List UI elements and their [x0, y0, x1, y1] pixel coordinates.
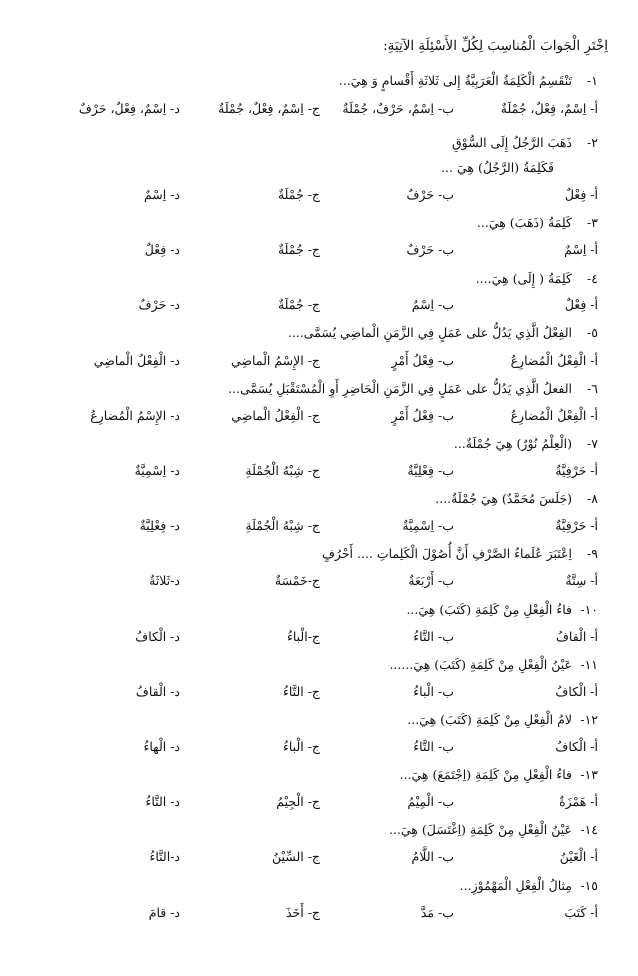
option-c[interactable]: ج-الْباءُ: [286, 629, 320, 644]
option-c[interactable]: ج- الْباءُ: [282, 739, 320, 754]
option-d[interactable]: د- الْقافُ: [135, 684, 180, 699]
option-c[interactable]: ج- جُمْلَةٌ: [277, 187, 320, 202]
option-a[interactable]: أ- سِتَّةٌ: [565, 573, 598, 588]
question-row: [0, 436, 638, 460]
option-b[interactable]: ب- اِسْمٌ، حَرْفٌ، جُمْلَةٌ: [342, 101, 454, 116]
question-text: اِعْتَبَرَ عُلَماءُ الصَّرْفِ أَنَّ أُصُوْلَ الْكَلِماتِ .... أَحْرُفٍ: [321, 546, 572, 561]
option-d[interactable]: د- الْفِعْلُ الْماضِي: [93, 353, 180, 368]
option-d[interactable]: د- فِعْلِيَّةٌ: [139, 518, 180, 533]
option-a[interactable]: أ- فِعْلٌ: [564, 297, 598, 312]
option-d[interactable]: د-التَّاءُ: [149, 849, 180, 864]
option-b[interactable]: ب- فِعْلُ أَمْرٍ: [391, 353, 454, 368]
question-number: ٣-: [587, 215, 598, 230]
question-number: ١٣-: [580, 767, 598, 782]
option-d[interactable]: د- الْهاءُ: [143, 739, 180, 754]
question-number: ٤-: [587, 271, 598, 286]
question-row: [0, 135, 638, 159]
options-row: [0, 518, 638, 542]
option-c[interactable]: ج- جُمْلَةٌ: [277, 297, 320, 312]
options-row: [0, 463, 638, 487]
option-c[interactable]: ج- التَّاءُ: [282, 684, 320, 699]
question-text: عَيْنُ الْفِعْلِ مِنْ كَلِمَةِ (اِغْتَسَلَ) هِيَ...: [388, 822, 572, 837]
option-b[interactable]: ب- اِسْمٌ: [411, 297, 454, 312]
option-a[interactable]: أ- كَتَبَ: [564, 905, 598, 920]
question-text: الفعلُ الَّذِي يَدُلُّ على عَمَلٍ فِي الزَّمَنِ الْحَاضِرِ أَوِ الْمُسْتَقْبَلِ يُسَمَّى...: [228, 381, 572, 396]
options-row: [0, 794, 638, 818]
option-b[interactable]: ب- اللَّامُ: [411, 849, 454, 864]
option-a[interactable]: أ- حَرْفِيَّةٌ: [555, 463, 598, 478]
question-number: ١٢-: [580, 712, 598, 727]
question-text: لامُ الْفِعْلِ مِنْ كَلِمَةِ (كَتَبَ) هِيَ...: [407, 712, 572, 727]
options-row: [0, 905, 638, 929]
question-row: [0, 712, 638, 736]
question-text: (جَلَسَ مُحَمَّدٌ) هِيَ جُمْلَةٌ....: [435, 491, 572, 506]
option-d[interactable]: د- فِعْلٌ: [144, 242, 180, 257]
option-d[interactable]: د- اِسْمٌ، فِعْلٌ، حَرْفٌ: [78, 101, 180, 116]
question-text: الفِعْلُ الَّذِي يَدُلُّ على عَمَلٍ فِي الزَّمَنِ الْماضِي يُسَمَّى....: [287, 325, 572, 340]
option-d[interactable]: د- قامَ: [148, 905, 180, 920]
option-d[interactable]: د- الإِسْمُ الْمُضارِعُ: [90, 408, 180, 423]
question-row: [0, 822, 638, 846]
options-row: [0, 849, 638, 873]
question-row: [0, 215, 638, 239]
options-row: [0, 242, 638, 266]
question-number: ٢-: [587, 135, 598, 150]
option-c[interactable]: ج- جُمْلَةٌ: [277, 242, 320, 257]
options-row: [0, 353, 638, 377]
question-text: فاءُ الْفِعْلِ مِنْ كَلِمَةِ (اِجْتَمَعَ) هِيَ...: [399, 767, 572, 782]
option-a[interactable]: أ- الْقافُ: [555, 629, 598, 644]
option-a[interactable]: أ- الْفِعْلُ الْمُضارِعُ: [510, 353, 598, 368]
question-row: [0, 325, 638, 349]
option-c[interactable]: ج- الْفِعْلُ الْماضِي: [231, 408, 320, 423]
question-text: عَيْنُ الْفِعْلِ مِنْ كَلِمَةِ (كَتَبَ) هِيَ......: [389, 657, 572, 672]
option-b[interactable]: ب- الْمِيْمُ: [407, 794, 454, 809]
question-number: ٨-: [587, 491, 598, 506]
question-row: [0, 878, 638, 902]
option-d[interactable]: د- التَّاءُ: [145, 794, 180, 809]
option-d[interactable]: د- الْكافُ: [135, 629, 180, 644]
question-row: [0, 271, 638, 295]
question-number: ١٥-: [580, 878, 598, 893]
option-a[interactable]: أ- اِسْمٌ: [564, 242, 598, 257]
option-c[interactable]: ج- أَخَذَ: [285, 905, 320, 920]
option-d[interactable]: د- حَرْفٌ: [138, 297, 180, 312]
question-number: ١-: [587, 73, 598, 88]
option-d[interactable]: د- اِسْمٌ: [143, 187, 180, 202]
option-d[interactable]: د- اِسْمِيَّةٌ: [134, 463, 180, 478]
option-a[interactable]: أ- الْفِعْلُ الْمُضارِعُ: [510, 408, 598, 423]
question-row: [0, 767, 638, 791]
question-row: [0, 491, 638, 515]
options-row: [0, 739, 638, 763]
option-b[interactable]: ب- التَّاءُ: [413, 739, 454, 754]
options-row: [0, 101, 638, 125]
question-number: ٦-: [587, 381, 598, 396]
option-d[interactable]: د-ثَلاثَةٌ: [149, 573, 180, 588]
question-row: [0, 602, 638, 626]
question-number: ١٠-: [580, 602, 598, 617]
option-b[interactable]: ب- مَدَّ: [420, 905, 454, 920]
question-text: فاءُ الْفِعْلِ مِنْ كَلِمَةِ (كَتَبَ) هِيَ...: [406, 602, 572, 617]
question-text: كَلِمَةُ ( إِلَى) هِيَ....: [475, 271, 572, 286]
question-text: (الْعِلْمُ نُوْرٌ) هِيَ جُمْلَةٌ...: [453, 436, 572, 451]
option-b[interactable]: ب- التَّاءُ: [413, 629, 454, 644]
option-c[interactable]: ج-خَمْسَةٌ: [274, 573, 320, 588]
question-text: ذَهَبَ الرَّجُلُ إِلَى السُّوْقِ: [451, 135, 572, 150]
option-b[interactable]: ب- أَرْبَعَةٌ: [408, 573, 454, 588]
option-a[interactable]: أ- الْكافُ: [555, 739, 598, 754]
question-text-line2: فَكَلِمَةُ (الرَّجُلُ) هِيَ ...: [441, 160, 554, 175]
options-row: [0, 408, 638, 432]
question-row: [0, 73, 638, 97]
option-b[interactable]: ب- حَرْفٌ: [406, 187, 454, 202]
options-row: [0, 297, 638, 321]
instructions-heading: اِخْتَرِ الْجَوابَ الْمُناسِبَ لِكُلِّ الأَسْئِلَةِ الآتِيَةِ:: [383, 38, 608, 54]
option-a[interactable]: أ- هَمْزَةٌ: [559, 794, 598, 809]
options-row: [0, 573, 638, 597]
option-c[interactable]: ج- شِبْهُ الْجُمْلَةِ: [245, 463, 320, 478]
question-text: كَلِمَةُ (ذَهَبَ) هِيَ...: [476, 215, 572, 230]
question-row: [0, 657, 638, 681]
options-row: [0, 684, 638, 708]
option-c[interactable]: ج- الإِسْمُ الْماضِي: [231, 353, 320, 368]
option-b[interactable]: ب- الْباءُ: [413, 684, 454, 699]
option-a[interactable]: أ- فِعْلٌ: [564, 187, 598, 202]
options-row: [0, 629, 638, 653]
question-text: تَنْقَسِمُ الْكَلِمَةُ الْعَرَبِيَّةُ إِلى ثَلاثَةِ أَقْسامٍ وَ هِيَ...: [338, 73, 572, 88]
question-text: مِثالُ الْفِعْلِ الْمَهْمُوْزِ...: [459, 878, 572, 893]
option-b[interactable]: ب- حَرْفٌ: [406, 242, 454, 257]
question-row: [0, 546, 638, 570]
option-a[interactable]: أ- الْغَيْنُ: [559, 849, 598, 864]
option-a[interactable]: أ- الْكافُ: [555, 684, 598, 699]
question-number: ١٤-: [580, 822, 598, 837]
option-b[interactable]: ب- فِعْلِيَّةٌ: [407, 463, 454, 478]
question-number: ٧-: [587, 436, 598, 451]
question-number: ٥-: [587, 325, 598, 340]
option-a[interactable]: أ- حَرْفِيَّةٌ: [555, 518, 598, 533]
question-number: ١١-: [580, 657, 598, 672]
option-c[interactable]: ج- شِبْهُ الْجُمْلَةِ: [245, 518, 320, 533]
option-b[interactable]: ب- اِسْمِيَّةٌ: [402, 518, 454, 533]
question-row: [0, 381, 638, 405]
option-a[interactable]: أ- اِسْمٌ، فِعْلٌ، جُمْلَةٌ: [500, 101, 598, 116]
option-c[interactable]: ج- الْجِيْمُ: [276, 794, 320, 809]
options-row: [0, 187, 638, 211]
question-number: ٩-: [587, 546, 598, 561]
question-row-continued: [0, 160, 638, 184]
option-c[interactable]: ج- اِسْمٌ، فِعْلٌ، جُمْلَةٌ: [218, 101, 320, 116]
option-c[interactable]: ج- السِّيْنُ: [272, 849, 320, 864]
option-b[interactable]: ب- فِعْلُ أَمْرٍ: [391, 408, 454, 423]
